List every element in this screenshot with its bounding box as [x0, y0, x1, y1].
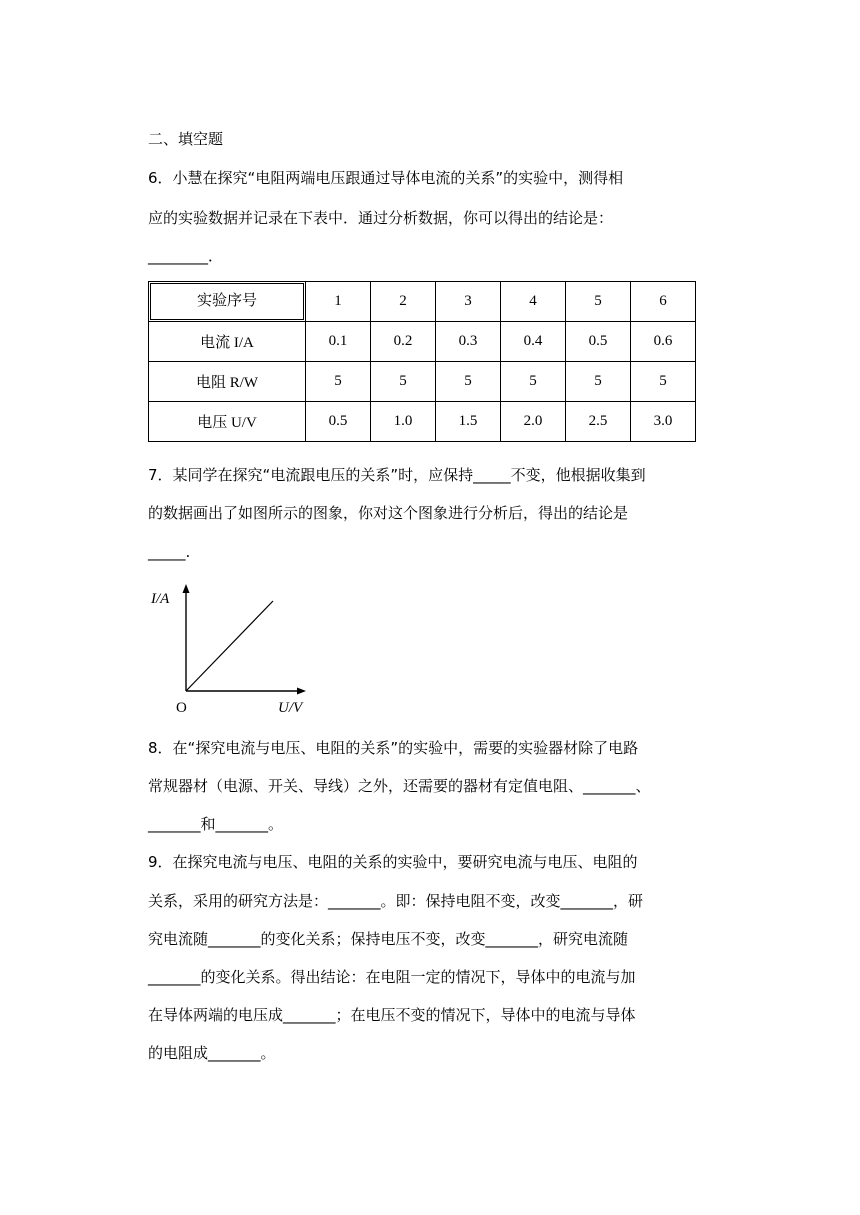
table-cell: 6: [631, 282, 696, 322]
x-axis-label: U/V: [278, 700, 303, 713]
table-header-cell: [149, 282, 306, 322]
table-cell: 3.0: [631, 402, 696, 442]
table-cell: 0.4: [501, 322, 566, 362]
current-voltage-graph: [148, 578, 308, 713]
table-cell: 0.5: [566, 322, 631, 362]
table-cell: 0.5: [306, 402, 371, 442]
table-row: [149, 362, 696, 402]
q8-line-1: 8．在“探究电流与电压、电阻的关系”的实验中，需要的实验器材除了电路: [148, 739, 639, 757]
q6-line-3: ________．: [148, 247, 224, 265]
table-cell: 5: [306, 362, 371, 402]
table-cell: 2.0: [501, 402, 566, 442]
q7-line-2: 的数据画出了如图所示的图象，你对这个图象进行分析后，得出的结论是: [148, 504, 629, 522]
q7-line-3: _____.: [148, 543, 191, 561]
q7-line-1: 7．某同学在探究“电流跟电压的关系”时，应保持_____不变，他根据收集到: [148, 466, 646, 484]
q9-line-3: 究电流随_______的变化关系；保持电压不变，改变_______，研究电流随: [148, 930, 629, 948]
data-table: [148, 281, 696, 442]
q6-line-1: 6．小慧在探究“电阻两端电压跟通过导体电流的关系”的实验中，测得相: [148, 169, 624, 187]
table-cell: 5: [566, 282, 631, 322]
section-title: 二、填空题: [148, 130, 224, 148]
table-cell: 0.6: [631, 322, 696, 362]
table-header-label: 实验序号: [150, 283, 304, 320]
table-header-row: [149, 282, 696, 322]
table-cell: 5: [566, 362, 631, 402]
table-cell: 1.5: [436, 402, 501, 442]
row-label: 电压 U/V: [149, 402, 306, 442]
table-cell: 3: [436, 282, 501, 322]
x-axis-arrow-icon: [297, 688, 306, 695]
q6-line-2: 应的实验数据并记录在下表中．通过分析数据，你可以得出的结论是：: [148, 209, 614, 227]
origin-label: O: [176, 700, 187, 713]
table-cell: 5: [631, 362, 696, 402]
proportional-line: [186, 601, 273, 691]
q9-line-6: 的电阻成_______。: [148, 1044, 276, 1062]
q9-line-2: 关系，采用的研究方法是：_______。即：保持电阻不变，改变_______，研: [148, 892, 644, 910]
q9-line-1: 9．在探究电流与电压、电阻的关系的实验中，要研究电流与电压、电阻的: [148, 853, 638, 871]
table-row: [149, 402, 696, 442]
y-axis-arrow-icon: [183, 584, 190, 593]
table-cell: 0.3: [436, 322, 501, 362]
q8-line-3: _______和_______。: [148, 815, 284, 833]
table-cell: 0.1: [306, 322, 371, 362]
table-cell: 4: [501, 282, 566, 322]
row-label: 电阻 R/W: [149, 362, 306, 402]
q9-line-4: _______的变化关系。得出结论：在电阻一定的情况下，导体中的电流与加: [148, 968, 636, 986]
y-axis-label: I/A: [151, 591, 170, 607]
table-cell: 1.0: [371, 402, 436, 442]
table-row: [149, 322, 696, 362]
q9-line-5: 在导体两端的电压成_______；在电压不变的情况下，导体中的电流与导体: [148, 1006, 636, 1024]
table-cell: 5: [436, 362, 501, 402]
table-cell: 5: [501, 362, 566, 402]
table-cell: 2: [371, 282, 436, 322]
table-cell: 1: [306, 282, 371, 322]
table-cell: 2.5: [566, 402, 631, 442]
table-cell: 0.2: [371, 322, 436, 362]
table-cell: 5: [371, 362, 436, 402]
row-label: 电流 I/A: [149, 322, 306, 362]
q8-line-2: 常规器材（电源、开关、导线）之外，还需要的器材有定值电阻、_______、: [148, 777, 651, 795]
